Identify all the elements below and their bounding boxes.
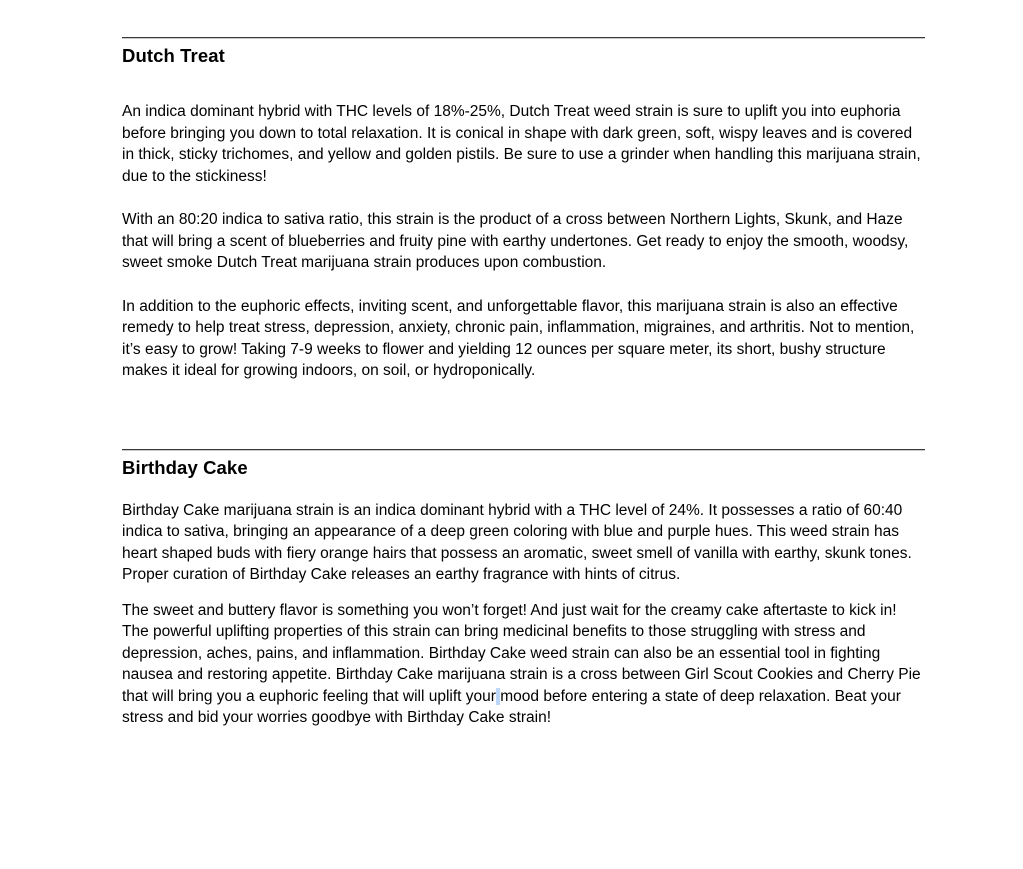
paragraph[interactable]: An indica dominant hybrid with THC levels of 18%-25%, Dutch Treat weed strain is sure to uplift you into euphoria before bringing you down to total relaxation. It is conical in shape with dark green, soft, wispy leaves and is covered in thick, sticky trichomes, and yellow and golden pistils. Be sure to use a grinder when handling this marijuana strain, due to the stickiness! [122, 103, 921, 185]
paragraph-text-after-selection[interactable]: mood before entering a state of deep relaxation. Beat your stress and bid your worries goodbye with Birthday Cake strain! [122, 687, 901, 726]
section-divider [122, 37, 925, 39]
section-heading-dutch-treat[interactable]: Dutch Treat [122, 45, 225, 66]
paragraph[interactable]: In addition to the euphoric effects, inviting scent, and unforgettable flavor, this marijuana strain is also an effective remedy to help treat stress, depression, anxiety, chronic pain, inflammation, migraines, and arthritis. Not to mention, it’s easy to grow! Taking 7-9 weeks to flower and yielding 12 ounces per square meter, its short, bushy structure makes it ideal for growing indoors, on soil, or hydroponically. [122, 297, 915, 379]
section-dutch-treat [122, 37, 925, 382]
paragraph[interactable]: Birthday Cake marijuana strain is an indica dominant hybrid with a THC level of 24%. It possesses a ratio of 60:40 indica to sativa, bringing an appearance of a deep green coloring with blue and purple hues. This weed strain has heart shaped buds with fiery orange hairs that possess an aromatic, sweet smell of vanilla with earthy, skunk tones. Proper curation of Birthday Cake releases an earthy fragrance with hints of citrus. [122, 501, 912, 583]
section-divider [122, 449, 925, 451]
paragraph[interactable]: With an 80:20 indica to sativa ratio, this strain is the product of a cross between Northern Lights, Skunk, and Haze that will bring a scent of blueberries and fruity pine with earthy undertones. Get ready to enjoy the smooth, woodsy, sweet smoke Dutch Treat marijuana strain produces upon combustion. [122, 211, 909, 271]
section-birthday-cake [122, 449, 925, 729]
paragraph-text-before-selection[interactable]: The sweet and buttery flavor is something you won’t forget! And just wait for the creamy cake aftertaste to kick in! The powerful uplifting properties of this strain can bring medicinal benefits to those struggling with stress and depression, aches, pains, and inflammation. Birthday Cake weed strain can also be an essential tool in fighting nausea and restoring appetite. Birthday Cake marijuana strain is a cross between Girl Scout Cookies and Cherry Pie that will bring you a euphoric feeling that will uplift your [122, 601, 921, 705]
paragraph[interactable] [122, 600, 925, 729]
section-heading-birthday-cake[interactable]: Birthday Cake [122, 456, 248, 478]
